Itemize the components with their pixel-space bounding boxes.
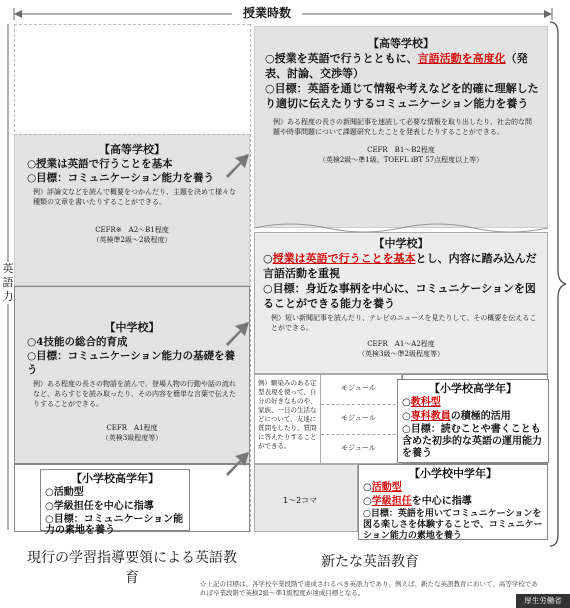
new-high-goal1: ○授業を英語で行うとともに、言語活動を高度化（発表、討論、交渉等） (265, 52, 528, 80)
current-junior-example: 例）ある程度の長さの物語を読んで、登場人物の行動や話の流れなど、あらすじを読み取ったり、その内容を簡単な言葉で伝えたりすることができる。 (33, 380, 236, 408)
new-junior-cefr: CEFR A1～A2程度 (367, 340, 435, 348)
current-high-school-box (14, 134, 250, 286)
new-elem-mid-item3: ○目標：英語を用いてコミュニケーションを図る楽しさを体験することで、コミュニケーション能力の素地を養う (363, 509, 543, 541)
module-label: モジュール (341, 414, 376, 422)
module-label: モジュール (341, 444, 376, 452)
right-brace (548, 20, 570, 550)
new-elem-high-box (402, 374, 548, 464)
current-high-eiken: （英検準2級～2級程度） (92, 236, 172, 244)
x-axis-label: 授業時数 (232, 4, 302, 21)
new-koma-box (254, 464, 358, 532)
current-junior-goal2: ○目標：コミュニケーション能力の基礎を養う (27, 350, 236, 376)
grid-line (14, 24, 250, 25)
new-elem-mid-item2: ○学級担任を中心に指導 (363, 496, 472, 507)
current-high-example: 例）評論文などを読んで概要をつかんだり、主題を決めて様々な種類の文章を書いたりすることができる。 (33, 188, 236, 206)
current-high-goal1: ○授業は英語で行うことを基本 (27, 158, 173, 170)
current-junior-goal1: ○4技能の総合的育成 (27, 336, 128, 348)
new-junior-goal2: ○目標：身近な事柄を中心に、コミュニケーションを図ることができる能力を養う (263, 282, 536, 310)
new-junior-title: 【中学校】 (373, 237, 429, 250)
current-high-cefr: CEFR※ A2～B1程度 (95, 226, 169, 234)
new-elem-high-item3: ○目標：読むことや書くことも含めた初歩的な英語の運用能力を養う (402, 424, 542, 459)
current-junior-cefr: CEFR A1程度 (106, 424, 158, 432)
current-elementary-box (14, 464, 250, 536)
arrow-icon (222, 150, 252, 180)
current-junior-title: 【中学校】 (104, 321, 160, 334)
new-high-school-box (254, 26, 548, 228)
new-high-goal1-highlight: 言語活動を高度化 (417, 52, 506, 65)
new-junior-goal1: ○授業は英語で行うことを基本とし、内容に踏み込んだ言語活動を重視 (263, 252, 537, 280)
new-elem-high-item2: ○専科教員の積極的活用 (402, 411, 511, 422)
new-elem-example-box (254, 374, 320, 464)
arrow-icon (222, 318, 252, 348)
koma-label: 1～2コマ (283, 496, 318, 505)
new-junior-example: 例）短い新聞記事を読んだり、テレビのニュースを見たりして、その概要を伝えることができる。 (271, 314, 537, 332)
new-elem-mid-item1: ○活動型 (363, 482, 402, 493)
current-elem-item1: ○活動型 (45, 487, 84, 498)
new-caption: 新たな英語教育 (321, 554, 419, 570)
y-axis-label: 英 語 力 (2, 262, 14, 303)
new-elem-mid-title: 【小学校中学年】 (409, 467, 497, 480)
new-high-eiken: （英検2級～準1級、TOEFL iBT 57点程度以上等） (318, 156, 484, 164)
current-elem-item2: ○学級担任を中心に指導 (45, 501, 154, 512)
arrow-icon (222, 448, 252, 478)
new-elem-high-item1: ○教科型 (402, 397, 441, 408)
current-junior-high-box (14, 286, 250, 464)
current-junior-eiken: （英検3級程度等） (101, 434, 163, 442)
new-junior-high-box (254, 232, 548, 374)
current-caption: 現行の学習指導要領による英語教育 (27, 550, 237, 586)
new-elem-high-title: 【小学校高学年】 (429, 382, 517, 395)
new-junior-goal1-highlight: 授業は英語で行うことを基本 (272, 252, 416, 265)
credit-badge: 厚生労働省 (516, 594, 570, 608)
new-high-cefr: CEFR B1～B2程度 (367, 146, 435, 154)
current-elem-item3: ○目標：コミュニケーション能力の素地を養う (45, 514, 184, 536)
current-high-title: 【高等学校】 (99, 143, 165, 156)
module-grid (320, 374, 402, 464)
module-label: モジュール (341, 384, 376, 392)
new-high-example: 例）ある程度の長さの新聞記事を速読して必要な情報を取り出したり、社会的な問題や時事問題について課題研究したことを発表したりすることができる。 (273, 118, 532, 136)
current-high-goal2: ○目標：コミュニケーション能力を養う (27, 172, 215, 184)
current-elem-title: 【小学校高学年】 (71, 472, 159, 485)
new-elem-example: 例）馴染みのある定型表現を使って、自分の好きなものや、家族、一日の生活などについて、友達に質問をしたり、質問に答えたりすることができる。 (258, 379, 317, 450)
new-high-goal2: ○目標：英語を通じて情報や考えなどを的確に理解したり適切に伝えたりするコミュニケーション能力を養う (265, 82, 539, 110)
new-high-title: 【高等学校】 (368, 37, 434, 50)
new-junior-eiken: （英検3級～準2級程度等） (358, 350, 444, 358)
footnote: ☆上記の目標は、各学校卒業段階で達成されるべき英語力であり、例えば、新たな英語教育において、高等学校であれば卒業段階で英検2級～準1級程度が達成目標となる。 (200, 580, 538, 597)
new-elem-mid-box (358, 464, 548, 540)
